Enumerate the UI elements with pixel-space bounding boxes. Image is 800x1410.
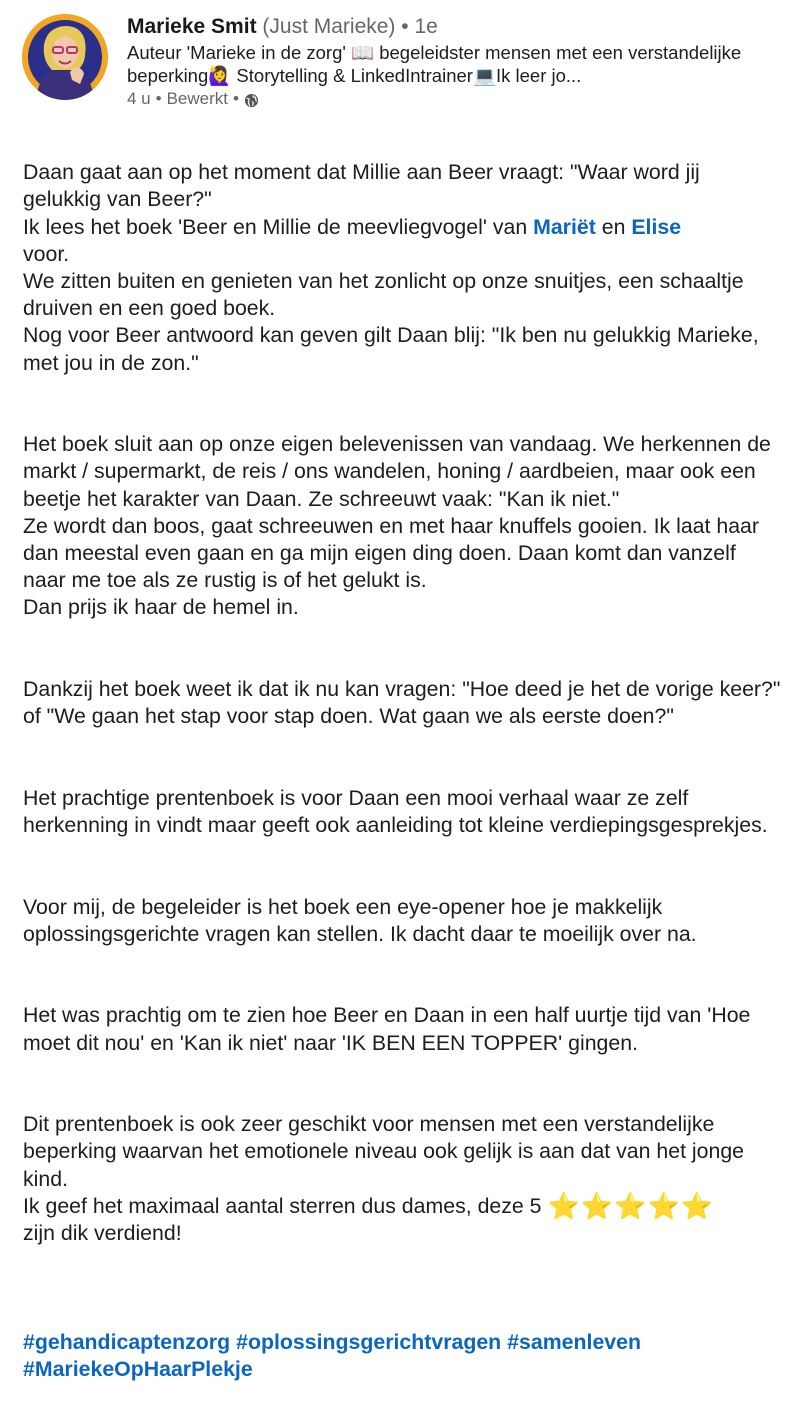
author-name-line <box>127 14 780 40</box>
post-paragraph-4: Het prachtige prentenboek is voor Daan een mooi verhaal waar ze zelf herkenning in vindt maar geeft ook aanleiding tot kleine verdiepingsgesprekjes. <box>23 785 768 838</box>
post-time: 4 u <box>127 89 151 108</box>
hashtag-link[interactable]: #gehandicaptenzorg <box>23 1329 231 1354</box>
mention-link[interactable]: Elise <box>631 214 682 239</box>
hashtag-list <box>23 1302 783 1384</box>
author-name[interactable]: Marieke Smit <box>127 15 257 38</box>
separator-dot: • <box>233 89 239 108</box>
hashtag-link[interactable]: #MariekeOpHaarPlekje <box>23 1357 253 1382</box>
mention-link[interactable]: Mariët <box>533 214 596 239</box>
globe-icon <box>244 92 259 107</box>
separator-dot: • <box>401 15 409 38</box>
hashtag-link[interactable]: #oplossingsgerichtvragen <box>236 1329 502 1354</box>
post-paragraph-2: Het boek sluit aan op onze eigen belevenissen van vandaag. We herkennen de markt / supermarkt, de reis / ons wandelen, honing / aardbeien, maar ook een beetje het karakter van Daan. Ze schreeuwt vaak: "Kan ik niet." Ze wordt dan boos, gaat schreeuwen en met haar knuffels gooien. Ik laat haar dan meestal even gaan en ga mijn eigen ding doen. Daan komt dan vanzelf naar me toe als ze rustig is of het gelukt is. Dan prijs ik haar de hemel in. <box>23 432 771 620</box>
post-paragraph-6: Het was prachtig om te zien hoe Beer en Daan in een half uurtje tijd van 'Hoe moet dit nou' en 'Kan ik niet' naar 'IK BEN EEN TOPPER' gingen. <box>23 1003 751 1055</box>
post-paragraph-5: Voor mij, de begeleider is het boek een eye-opener hoe je makkelijk oplossingsgerichte vragen kan stellen. Ik dacht daar te moeilijk over na. <box>23 894 697 946</box>
post-paragraph-3: Dankzij het boek weet ik dat ik nu kan vragen: "Hoe deed je het de vorige keer?" of "We gaan het stap voor stap doen. Wat gaan we als eerste doen?" <box>23 677 781 729</box>
avatar[interactable] <box>22 14 108 100</box>
edited-label: Bewerkt <box>166 89 229 108</box>
author-tagline: Auteur 'Marieke in de zorg' 📖 begeleidster mensen met een verstandelijke beperking🙋‍♀️ Storytelling & LinkedIntrainer💻Ik leer jo... <box>127 42 742 86</box>
post-header <box>0 0 800 120</box>
post-body <box>23 132 783 1410</box>
author-meta <box>127 14 780 110</box>
post-paragraph-1: Daan gaat aan op het moment dat Millie aan Beer vraagt: "Waar word jij gelukkig van Beer?" Ik lees het boek 'Beer en Millie de meevliegvogel' van Mariët en Elise voor. We zitten buiten en genieten van het zonlicht op onze snuitjes, een schaaltje druiven en een goed boek. Nog voor Beer antwoord kan geven gilt Daan blij: "Ik ben nu gelukkig Marieke, met jou in de zon." <box>23 160 759 375</box>
separator-dot: • <box>155 89 162 108</box>
avatar-portrait <box>22 14 108 100</box>
author-alias: (Just Marieke) <box>262 15 396 38</box>
post-timestamp-line <box>127 88 780 110</box>
hashtag-link[interactable]: #samenleven <box>507 1329 641 1354</box>
post-paragraph-7: Dit prentenboek is ook zeer geschikt voor mensen met een verstandelijke beperking waarvan het emotionele niveau ook gelijk is aan dat van het jonge kind. Ik geef het maximaal aantal sterren dus dames, deze 5 ⭐⭐⭐⭐⭐ zijn dik verdiend! <box>23 1112 745 1246</box>
star-emoji-icons: ⭐⭐⭐⭐⭐ <box>547 1190 715 1221</box>
connection-degree: 1e <box>414 15 438 38</box>
